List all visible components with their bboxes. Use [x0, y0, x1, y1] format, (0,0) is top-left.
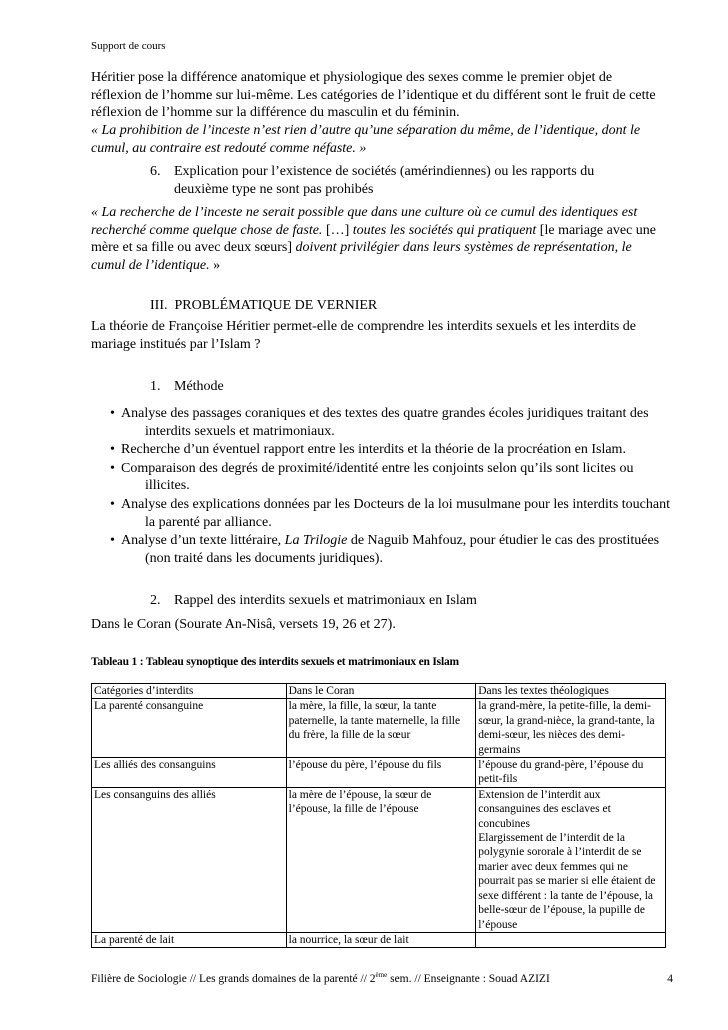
quote-part: »	[209, 257, 221, 273]
page-footer	[91, 973, 673, 985]
table-header-cell: Dans le Coran	[286, 684, 476, 699]
page-number: 4	[667, 973, 673, 985]
list-item-text: Comparaison des degrés de proximité/identité entre les conjoints selon qu’ils sont licites ou illicites.	[121, 460, 634, 494]
bullet-icon: •	[110, 460, 115, 476]
table-cell: l’épouse du grand-père, l’épouse du petit-fils	[476, 758, 666, 788]
table-cell	[476, 932, 666, 947]
quote-recherche	[91, 204, 661, 274]
table-header-row	[92, 684, 666, 699]
quote-part: toutes les sociétés qui pratiquent	[352, 222, 537, 238]
section-number: III.	[150, 298, 168, 313]
synoptic-table	[91, 683, 666, 948]
list-item	[110, 441, 670, 459]
footer-superscript: ème	[375, 971, 388, 980]
footer-text: Filière de Sociologie // Les grands domaines de la parenté // 2	[91, 973, 376, 985]
list-item	[110, 460, 670, 495]
table-cell: Extension de l’interdit aux consanguines des esclaves et concubines Elargissement de l’interdit de la polygynie sororale à l’interdit de se marier avec deux femmes qui ne pourrait pas se marier si elle étaient de sexe différent : la tante de l’épouse, la belle-sœur de l’épouse, la pupille de l’épouse	[476, 787, 666, 932]
table-cell: La parenté consanguine	[92, 699, 287, 758]
quote-part: « La recherche de l’inceste ne serait possible que dans une culture où ce cumul des identiques est recherché comme quelque chose de faste.	[91, 205, 638, 238]
bullet-icon: •	[110, 496, 115, 512]
list-item	[110, 496, 670, 531]
subsection-title: Rappel des interdits sexuels et matrimoniaux en Islam	[174, 593, 477, 608]
list-item-text: Analyse des passages coraniques et des textes des quatre grandes écoles juridiques traitant des interdits sexuels et matrimoniaux.	[121, 406, 649, 439]
footer-text: sem. // Enseignante : Souad AZIZI	[387, 973, 550, 985]
list-item	[110, 532, 670, 567]
list-item	[110, 405, 670, 440]
table-caption: Tableau 1 : Tableau synoptique des interdits sexuels et matrimoniaux en Islam	[91, 656, 459, 668]
quote-prohibition: « La prohibition de l’inceste n’est rien d’autre qu’une séparation du même, de l’identique, dont le cumul, au contraire est redouté comme néfaste. »	[91, 123, 641, 156]
list-item-text: Recherche d’un éventuel rapport entre les interdits et la théorie de la procréation en Islam.	[121, 442, 626, 458]
research-question: La théorie de Françoise Héritier permet-elle de comprendre les interdits sexuels et les interdits de mariage institués par l’Islam ?	[91, 319, 637, 352]
subsection-rappel	[150, 592, 644, 610]
table-cell: La parenté de lait	[92, 932, 287, 947]
list-item-number: 6.	[150, 164, 161, 179]
subsection-number: 1.	[150, 379, 161, 394]
table-cell: la nourrice, la sœur de lait	[286, 932, 476, 947]
list-item-text: Analyse d’un texte littéraire,	[121, 533, 285, 549]
bullet-icon: •	[110, 406, 115, 421]
table-row	[92, 787, 666, 932]
list-item-6	[150, 163, 644, 198]
table-cell: Les consanguins des alliés	[92, 787, 287, 932]
bullet-icon: •	[110, 533, 115, 549]
subsection-methode	[150, 378, 644, 396]
section-title: PROBLÉMATIQUE DE VERNIER	[174, 298, 378, 313]
table-row	[92, 699, 666, 758]
intro-paragraph: Héritier pose la différence anatomique et physiologique des sexes comme le premier objet de réflexion de l’homme sur lui-même. Les catégories de l’identique et du différent sont le fruit de cette réflexion de l’homme sur la différence du masculin et du féminin.	[91, 70, 656, 121]
table-row	[92, 758, 666, 788]
method-bullet-list	[110, 405, 670, 568]
table-header-cell: Dans les textes théologiques	[476, 684, 666, 699]
subsection-number: 2.	[150, 593, 161, 608]
table-cell: la grand-mère, la petite-fille, la demi-sœur, la grand-nièce, la grand-tante, la demi-sœur, les nièces des demi-germains	[476, 699, 666, 758]
list-item-text: de Naguib Mahfouz, pour étudier le cas des prostituées (non traité dans les documents juridiques).	[145, 533, 660, 566]
coran-reference: Dans le Coran (Sourate An-Nisâ, versets 19, 26 et 27).	[91, 617, 396, 632]
list-item-text: Explication pour l’existence de sociétés (amérindiennes) ou les rapports du deuxième type ne sont pas prohibés	[174, 164, 595, 197]
table-cell: la mère de l’épouse, la sœur de l’épouse, la fille de l’épouse	[286, 787, 476, 932]
page-header: Support de cours	[91, 40, 166, 52]
subsection-title: Méthode	[174, 379, 224, 394]
quote-part: doivent privilégier dans leurs systèmes de représentation, le cumul de l’identique.	[91, 240, 632, 273]
table-cell: Les alliés des consanguins	[92, 758, 287, 788]
book-title: La Trilogie	[284, 533, 348, 549]
table-cell: la mère, la fille, la sœur, la tante paternelle, la tante maternelle, la fille du frère, la fille de la sœur	[286, 699, 476, 758]
quote-part: […]	[322, 222, 353, 238]
table-header-cell: Catégories d’interdits	[92, 684, 287, 699]
bullet-icon: •	[110, 442, 115, 458]
table-cell: l’épouse du père, l’épouse du fils	[286, 758, 476, 788]
list-item-text: Analyse des explications données par les Docteurs de la loi musulmane pour les interdits touchant la parenté par alliance.	[121, 496, 670, 530]
table-row	[92, 932, 666, 947]
quote-part: [le mariage avec une mère et sa fille ou avec deux sœurs]	[91, 222, 657, 256]
section-heading	[150, 297, 377, 314]
